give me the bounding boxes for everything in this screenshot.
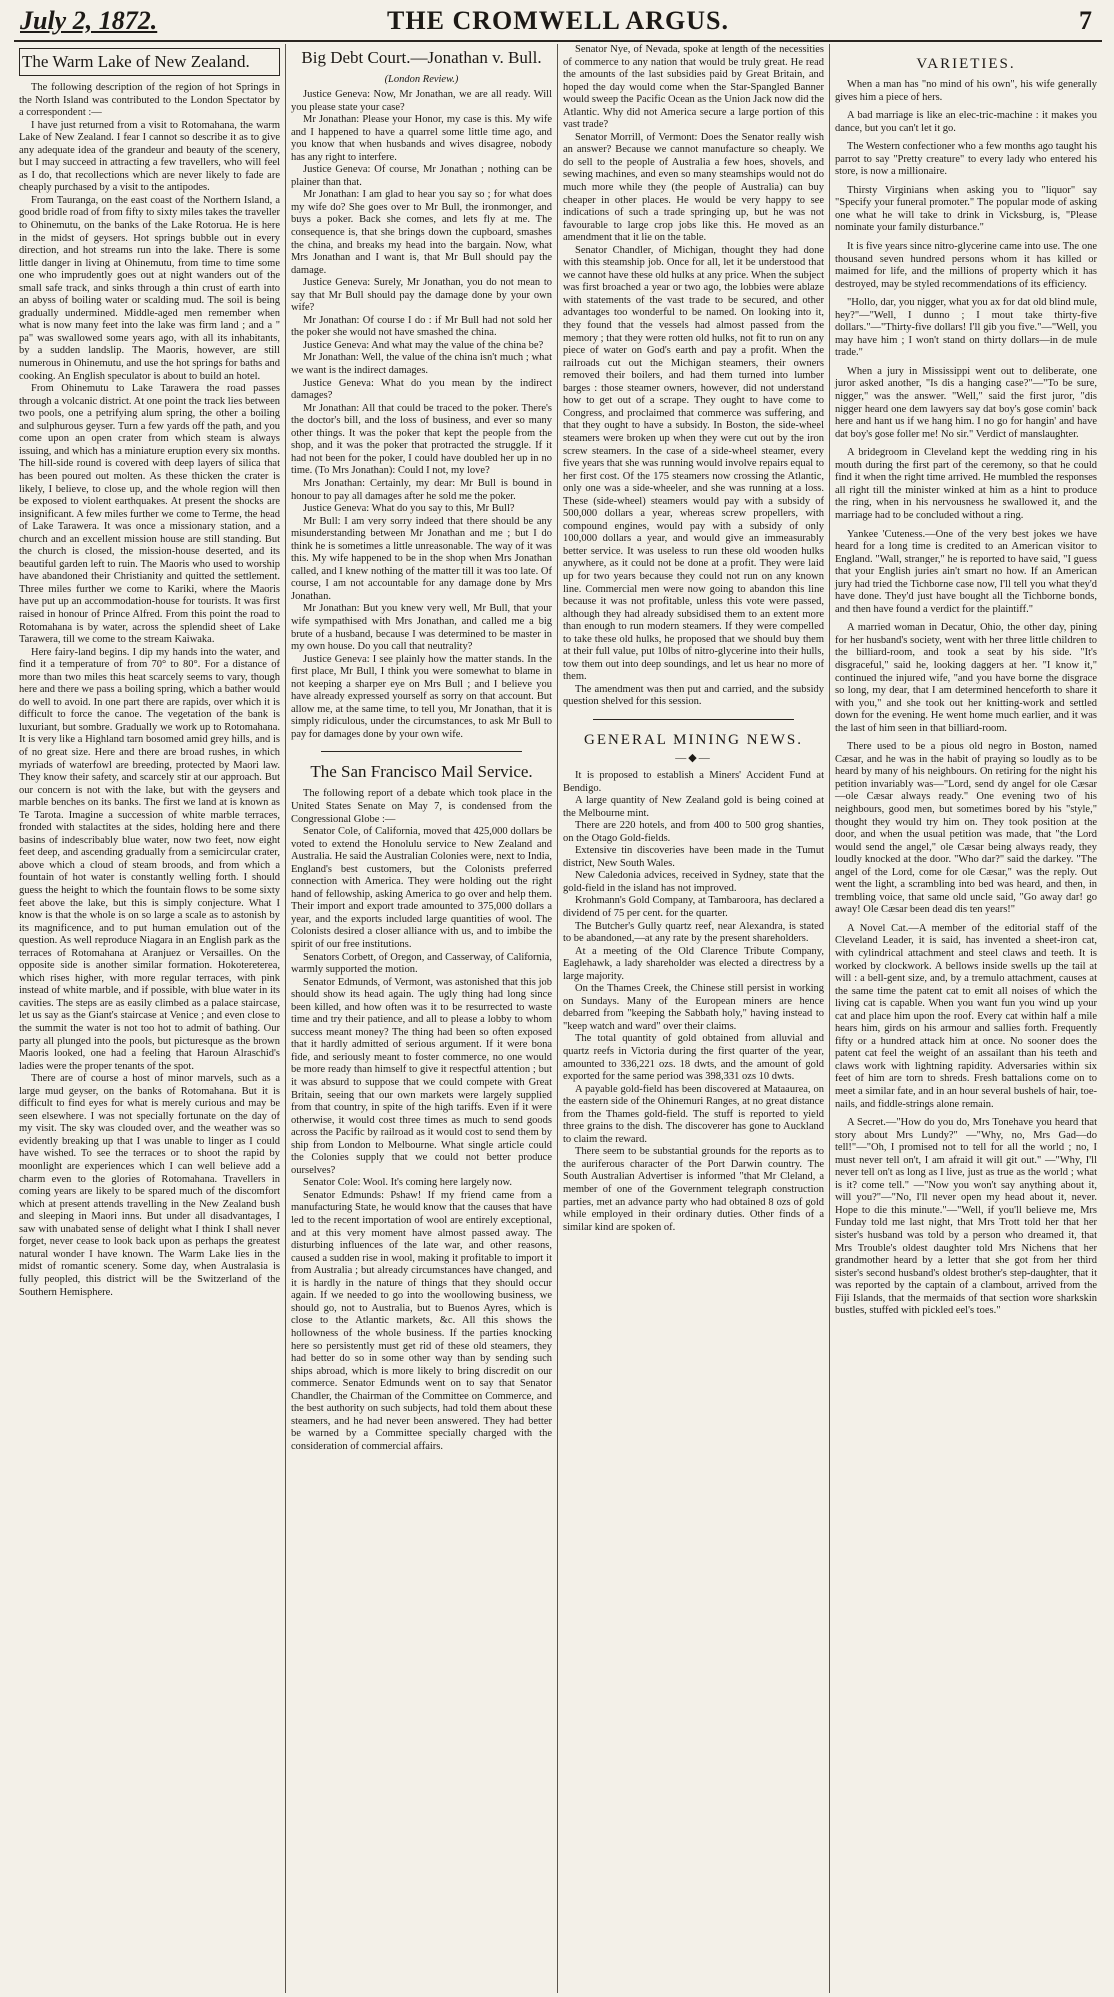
paragraph: Justice Geneva: Of course, Mr Jonathan ; nothing can be plainer than that. bbox=[291, 164, 552, 188]
article-big-debt bbox=[291, 89, 552, 741]
paragraph: Senator Chandler, of Michigan, thought they had done with this steamship job. Once for all, let it be understood that we cannot have these old hulks at any price. When the subject was first broached a year or two ago, the lobbies were ablaze with statements of the vast trade to be secured, and other advantages too wonderful to be named. On looking into it, they found that the vessels had almost passed from the memory ; that they were rotten old hulks, not fit to run on any piece of water on God's earth and pay a profit. When the railroads cut out the Michigan steamers, their owners removed their boilers, and had them turned into lumber barges : those steamer owners, however, did not understand how to get out of a scrape. They ought to have come to Congress, and proclaimed that commerce was suffering, and that they ought to have a subsidy. In Boston, the side-wheel steamers were broken up when they were cut out by the iron screw steamers. In the case of a side-wheel steamer, every five years that she was running would involve repairs equal to her first cost. Of the 175 steamers now crossing the Atlantic, only one was a side-wheeler, and she was running at a loss. These (side-wheel) steamers would pay with a subsidy of 500,000 dollars a year, whereas screw propellers, with compound engines, would pay with a subsidy of only 100,000 dollars a year, and would give an immeasurably better service. It was useless to run these old wooden hulks anywhere, as it could not be done at a profit. They were laid up for two years because they could not run on any known line. Commercial men were now going to abandon this line because it was not profitable, unless this vote were passed, although they had already subsidised them to an extent more than enough to run modern steamers. If they were compelled to take these old hulks, he proposed that we should buy them at their full value, put 10lbs of nitro-glycerine into their hulls, tow them out into deep soundings, and let us hear no more of them. bbox=[563, 244, 824, 683]
paragraph: Justice Geneva: And what may the value of the china be? bbox=[303, 339, 544, 351]
paragraph: It is five years since nitro-glycerine came into use. The one thousand seven hundred persons whom it has killed or maimed for life, and the millions of property which it has destroyed, may be styled recommendations of its efficiency. bbox=[835, 241, 1097, 290]
paragraph: At a meeting of the Old Clarence Tribute Company, Eaglehawk, a lady shareholder was elected a directress by a large majority. bbox=[563, 945, 824, 982]
paragraph: Justice Geneva: What do you mean by the indirect damages? bbox=[291, 377, 552, 402]
article-heading-varieties: VARIETIES. bbox=[916, 56, 1016, 72]
paragraph: A bridegroom in Cleveland kept the wedding ring in his mouth during the first part of the ceremony, so that he could find it when the right time arrived. He mumbled the responses all right till the minister winked at him as a hint to produce the ring, when in his nervousness he swallowed it, and the marriage had to be concluded without a ring. bbox=[835, 447, 1097, 521]
paragraph: Krohmann's Gold Company, at Tambaroora, has declared a dividend of 75 per cent. for the quarter. bbox=[563, 895, 824, 919]
paragraph: Mr Jonathan: Of course I do : if Mr Bull had not sold her the poker she would not have smashed the china. bbox=[291, 314, 552, 339]
paragraph: When a jury in Mississippi went out to deliberate, one juror asked another, "Is dis a hanging case?"—"To be sure, nigger," was the answer. "Well," said the first juror, "dis nigger heard one dem lawyers say dat boy's gose comin' back here and hant us if we hang him. I no go for hangin' and have dat boy's gose foller me! No sir." Verdict of manslaughter. bbox=[835, 365, 1097, 440]
paragraph: There are 220 hotels, and from 400 to 500 grog shanties, on the Otago Gold-fields. bbox=[563, 820, 824, 844]
article-sf-mail-continued bbox=[563, 44, 824, 709]
article-mining bbox=[563, 770, 824, 1234]
paragraph: A large quantity of New Zealand gold is being coined at the Melbourne mint. bbox=[563, 795, 824, 819]
paragraph: Senator Edmunds: Pshaw! If my friend came from a manufacturing State, he would know that the causes that have led to the recent importation of wool are entirely exceptional, and at this very moment have almost passed away. The disturbing influences of the late war, and other reasons, caused a sudden rise in wool, making it profitable to import it from Australia ; but already circumstances have changed, and it is hardly in the nature of things that they should occur again. If we needed to go into the woollowing business, we should go, not to Australia, but to Buenos Ayres, which is close to the Atlantic markets, &c. All this shows the hollowness of the whole business. If the parties knocking here so persistently must get rid of these old steamers, they had better do so in some other way than by sending such ships abroad, which is more likely to bring discredit on our commerce. Senator Edmunds went on to say that Senator Chandler, the Chairman of the Committee on Commerce, and the best authority on such subjects, had told them about these steamers, and he had never been answered. They had better be warned by a Committee specially charged with the consideration of commercial affairs. bbox=[291, 1189, 552, 1452]
paragraph: From Tauranga, on the east coast of the Northern Island, a good bridle road of from fifty to sixty miles takes the traveller to Ohinemutu, on the banks of the Lake Rotorua. He is here in the midst of geysers. Hot springs bubble out in every direction, and hot streams run into the lake. There is some little danger in living at Ohinemutu, from time to time some one who imprudently goes out at night wanders out of the small safe track, and sinks through a thin crust of earth into an abyss of boiling water or scalding mud. The soil is being gradually undermined. Middle-aged men remember when what is now many feet into the lake was firm land ; and a " pa" was swallowed some years ago, with all its inhabitants, by a sudden landslip. The Maoris, however, are still numerous in Ohinemutu, and use the hot springs for baths and cooking. An English speculator is about to build an hotel. bbox=[19, 194, 281, 382]
paragraph: Mr Bull: I am very sorry indeed that there should be any misunderstanding between Mr Jonathan and me ; but I do think he is sometimes a little unreasonable. The way of it was this. My wife happened to be in the shop when Mrs Jonathan called, and I knew nothing of the matter till it was too late. Of course, I am not accountable for any damage done by Mrs Jonathan. bbox=[291, 515, 552, 602]
paragraph: A payable gold-field has been discovered at Mataaurea, on the eastern side of the Ohinemuri Ranges, at no great distance from the Thames gold-field. The stuff is reported to yield three grains to the dish. The discoverer has gone to Auckland to claim the reward. bbox=[563, 1083, 824, 1145]
article-warm-lake bbox=[19, 82, 280, 1299]
column-2 bbox=[286, 44, 558, 1993]
paragraph: Yankee 'Cuteness.—One of the very best jokes we have heard for a long time is credited to an American visitor to England. "Wall, stranger," he is reported to have said, "I guess that your English juries ain't smart no how. If an American jury had tried the Tichborne case now, I'll tell you what they'd have done. They'd just have bought all the Tichborne bonds, and then have found a verdict for the plaintiff." bbox=[835, 528, 1097, 615]
paragraph: The Butcher's Gully quartz reef, near Alexandra, is stated to be abandoned,—at any rate by the present shareholders. bbox=[563, 920, 824, 945]
paragraph: Justice Geneva: What do you say to this, Mr Bull? bbox=[303, 503, 515, 515]
paragraph: Mr Jonathan: But you knew very well, Mr Bull, that your wife sympathised with Mrs Jonathan, and called me a big brute of a husband, because I was determined to be master in my own house. Do you call that neutrality? bbox=[291, 603, 552, 653]
masthead bbox=[14, 0, 1102, 42]
paragraph: From Ohinemutu to Lake Tarawera the road passes through a volcanic district. At one point the track lies between two pools, one a petrifying alum spring, the other a boiling and sulphurous geyser. Turn a few yards off the path, and you come upon an open crater from which steam is always issuing, and which has a miniature eruption every six months. The hill-side round is covered with deep layers of silica that has been poured out molten. As these thicken the crater is likely, I believe, to close up, and the whole region will then be exposed to violent earthquakes. At present the shocks are insignificant. A few miles further we come to Terme, the head of Lake Tarawera. It was once a missionary station, and a church and an excellent mission house are still standing. But the church is closed, the mission-house deserted, and its beautiful garden left to ruin. The Maoris who used to worship have abandoned their Christianity and quitted the settlement. Three miles further we come to Kariki, where the Maoris have put up an accommodation-house for tourists. It was first raised in honour of Prince Alfred. From this point the road to Rotomahana is by water, across the splendid sheet of Lake Tarawera, till we come to the stream Kaiwaka. bbox=[19, 383, 280, 646]
paragraph: A married woman in Decatur, Ohio, the other day, pining for her husband's society, went with her three little children to the billiard-room, and took a seat by his side. "It's disgraceful," said he, looking daggers at her. "I know it," continued the injured wife, "and you have borne the disgrace so long, my dear, that I am determined henceforth to share it with you," and she took out her knitting-work and settled down for the evening. He went home much earlier, and it was the last of him seen in that billiard-room. bbox=[835, 622, 1097, 734]
column-3 bbox=[558, 44, 830, 1993]
columns bbox=[14, 44, 1102, 1993]
paragraph: New Caledonia advices, received in Sydney, state that the gold-field in the island has not improved. bbox=[563, 870, 824, 894]
paragraph: Senator Edmunds, of Vermont, was astonished that this job should show its head again. The ugly thing had long since been killed, and how often was it to be resurrected to waste time and try their patience, and all to please a lobby to whom success meant money? The thing had been so often exposed that it hardly admitted of serious argument. If it were bona fide, and seriously meant to foster commerce, no one would be more ready than himself to give it respectful attention ; but it was absurd to suppose that we could compete with Great Britain, seeing that our own markets were largely supplied from that country, in spite of the high tariffs. Even if it were otherwise, it would cost three times as much to send goods across the Pacific by railroad as it would cost to send them by ship from London to Melbourne. What single article could the Colonies supply that we could not better produce ourselves? bbox=[291, 976, 552, 1176]
paragraph: The total quantity of gold obtained from alluvial and quartz reefs in Victoria during the first quarter of the year, amounted to 336,221 ozs. 18 dwts, and the amount of gold exported for the same period was 398,331 ozs 10 dwts. bbox=[563, 1033, 824, 1083]
paragraph: There seem to be substantial grounds for the reports as to the auriferous character of the Port Darwin country. The South Australian Advertiser is informed "that Mr Cleland, a member of one of the Government telegraph construction parties, met an advance party who had obtained 8 ozs of gold while employed in their ordinary duties. Other finds of a similar kind are spoken of. bbox=[563, 1146, 824, 1233]
article-byline: (London Review.) bbox=[384, 74, 459, 85]
paragraph: A Secret.—"How do you do, Mrs Tonehave you heard that story about Mrs Lundy?" —"Why, no, Mrs Gad—do tell!"—"Oh, I promised not to tell for all the world ; no, I must never tell on't, I am afraid it will git out." —"Why, I'll never tell on't as long as I live, just as true as the world ; what is it? come tell." —"Now you won't say anything about it, will you?"—"No, I'll never open my head about it, never. Hope to die this minute."—"Well, if you'll believe me, Mrs Funday told me last night, that Mrs Trott told her that her sister's husband was told by a person who dreamed it, that Mrs Trouble's oldest daughter told Mrs Nichens that her grandmother heard by a letter that she got from her third sister's second husband's oldest brother's step-daughter, that it was reported by the captain of a clambout, arrived from the Fiji Islands, that the mermaids of that section wore sharkskin bustles, stuffed with pickled eel's toes." bbox=[835, 1117, 1097, 1317]
article-sf-mail bbox=[291, 788, 552, 1453]
paragraph: Mr Jonathan: Please your Honor, my case is this. My wife and I happened to have a quarrel some little time ago, and you know that when husbands and wives disagree, nobody has any right to interfere. bbox=[291, 114, 552, 163]
ornament-divider: —◆— bbox=[675, 751, 712, 764]
paragraph: "Hollo, dar, you nigger, what you ax for dat old blind mule, hey?"—"Well, I dunno ; I mout take thirty-five dollars."—"Thirty-five dollars! I'll gib you five."—"Well, you may have him ; I won't stand on thirty dollars—in de mule trade." bbox=[835, 297, 1097, 359]
newspaper-title: THE CROMWELL ARGUS. bbox=[387, 6, 729, 35]
paragraph: There are of course a host of minor marvels, such as a large mud geyser, on the banks of Rotomahana. But it is difficult to find eyes for what is merely curious and may be seen elsewhere. I was not specially fortunate on the day of my visit. The sky was clouded over, and the weather was so evidently breaking up that I was unable to linger as I could have wished. To see the terraces or to shoot the rapid by moonlight are experiences which I can well believe add a charm even to the glories of Rotomahana. Travellers in coming years are likely to be spared much of the discomfort which at present attends travelling in the New Zealand bush and sleeping in Maori inns. But under all disadvantages, I saw with unabated sense of delight what I think I shall never forget, never cease to look back upon as perhaps the greatest natural wonder I have known. The Warm Lake lies in the midst of romantic scenery. Some day, when Australasia is fully peopled, this district will be the Switzerland of the Southern Hemisphere. bbox=[19, 1073, 280, 1298]
column-1 bbox=[14, 44, 286, 1993]
article-heading-sf-mail: The San Francisco Mail Service. bbox=[310, 762, 533, 782]
paragraph: Mr Jonathan: I am glad to hear you say so ; for what does my wife do? She goes over to Mr Bull, the ironmonger, and buys a poker. Back she comes, and lets fly at me. The consequence is, that she brings down the cupboard, smashes the china, and breaks my head into the bargain. Now, what Mrs Jonathan and I want is, that Mr Bull should pay the damage. bbox=[291, 189, 552, 276]
paragraph: A bad marriage is like an elec-tric-machine : it makes you dance, but you can't let it go. bbox=[835, 110, 1097, 134]
article-heading-mining: GENERAL MINING NEWS. bbox=[583, 731, 803, 748]
page-number: 7 bbox=[1079, 6, 1092, 35]
paragraph: The following description of the region of hot Springs in the North Island was contributed to the London Spectator by a correspondent :— bbox=[19, 82, 280, 119]
paragraph: Mrs Jonathan: Certainly, my dear: Mr Bull is bound in honour to pay all damages after he sold me the poker. bbox=[291, 477, 552, 502]
paragraph: On the Thames Creek, the Chinese still persist in working on Sundays. Many of the European miners are hence debarred from "keeping the Sabbath holy," having instead to "keep watch and ward" over their claims. bbox=[563, 983, 824, 1032]
paragraph: Extensive tin discoveries have been made in the Tumut district, New South Wales. bbox=[563, 845, 824, 869]
article-heading-big-debt: Big Debt Court.—Jonathan v. Bull. bbox=[301, 48, 542, 67]
paragraph: The following report of a debate which took place in the United States Senate on May 7, is condensed from the Congressional Globe :— bbox=[291, 788, 552, 825]
paragraph: Mr Jonathan: Well, the value of the china isn't much ; what we want is the indirect damages. bbox=[291, 352, 552, 377]
paragraph: Justice Geneva: Surely, Mr Jonathan, you do not mean to say that Mr Bull should pay the damage done by your own wife? bbox=[291, 277, 552, 314]
paragraph: Justice Geneva: Now, Mr Jonathan, we are all ready. Will you please state your case? bbox=[291, 89, 552, 113]
paragraph: Senator Cole, of California, moved that 425,000 dollars be voted to extend the Honolulu service to New Zealand and Australia. He said the Australian Colonies were, next to India, England's best customers, but the Colonists preferred connection with America. They were holding out the right hand of fellowship, asking America to go over and help them. Their import and export trade amounted to 375,000 dollars a year, and the exports included large quantities of wool. The Colonists desired a closer alliance with us, and to imbibe the spirit of our free institutions. bbox=[291, 826, 552, 950]
section-divider bbox=[593, 719, 794, 720]
section-divider bbox=[321, 751, 522, 752]
paragraph: It is proposed to establish a Miners' Accident Fund at Bendigo. bbox=[563, 769, 824, 794]
paragraph: Thirsty Virginians when asking you to "liquor" say "Specify your funeral promoter." The popular mode of asking one what he will take to drink in Vicksburg, is, "Please nominate your family disturbance." bbox=[835, 184, 1097, 234]
paragraph: Senators Corbett, of Oregon, and Casserway, of California, warmly supported the motion. bbox=[291, 951, 552, 976]
article-heading-warm-lake: The Warm Lake of New Zealand. bbox=[19, 48, 280, 76]
column-4 bbox=[830, 44, 1102, 1993]
article-varieties bbox=[835, 79, 1097, 1318]
paragraph: Senator Nye, of Nevada, spoke at length of the necessities of commerce to any nation that would be truly great. He read the amounts of the last subsidies paid by Great Britain, and hoped the day would come when the Star-Spangled Banner would sweep the Pacific Ocean as the Union Jack now did the Atlantic. Why did not America secure a large portion of this vast trade? bbox=[563, 44, 824, 131]
paragraph: Here fairy-land begins. I dip my hands into the water, and find it a temperature of from 70° to 80°. For a distance of more than two miles this heat scarcely seems to vary, though here and there we pass a boiling spring, which a bather would do well to avoid. In one part there are rapids, over which it is difficult to force the canoe. The vegetation of the bank is luxuriant, but sombre. Gradually we work up to Rotomahana. It is very like a Highland tarn bosomed amid grey hills, and is of no great size. Here and there are broad rushes, in which myriads of waterfowl are breeding, protected by Maori law. They know their safety, and scarcely stir at our approach. But our concern is not with the lake, but with the geysers and marble benches on its banks. The first we land at is known as Te Tarota. Imagine a succession of white marble terraces, fronded with stalactites at the sides, holding here and there basins of indescribably blue water, now two feet, now eight feet deep, and ascending gradually from a semicircular crater, above which a cloud of steam broods, and from which a fountain of hot water is constantly welling forth. I should guess the height to which the fountain flows to be some sixty feet above the lake, but this is simply conjecture. What I know is that the whole is on so large a scale as to astonish by its magnificence, and to put human emulation out of the question. As well reproduce Niagara in an English park as the terraces of Rotomahana at Aranjuez or Versailles. On the opposite side is another similar formation. Hokotereterea, which rises higher, with more regular terraces, with pink instead of white marble, and if possible, with blue water in its cavities. The steps are as easily climbed as a palace staircase, let us say as the Giant's staircase at Venice ; and even close to the summit the water is not too hot to admit of bathing. Our party all plunged into the pools, but picturesque as the brown Maoris looked, one had a feeling that Haroun Alraschid's ladies were the proper tenants of the spot. bbox=[19, 646, 280, 1072]
paragraph: There used to be a pious old negro in Boston, named Cæsar, and he was in the habit of praying so loudly as to be heard by many of his neighbours. On retiring for the night his petition invariably was—"Lord, send dy angel for ole Cæsar—ole Cæsar always ready." One evening two of his neighbours, good men, but sometimes bored by his "style," thought they would try him on. They took position at the door, and when the usual petition was made, that "the Lord would send the angel," ole Cæsar being always ready, they loudly knocked at the door. "Who dar?" said the darkey. "The angel of the Lord, come for ole Cæsar," was the reply. Out went the light, a scrambling into bed was heard, and then, in trembling voice, that same old uncle said, "Go away dar! go away! Ole Cæsar been dead dis ten years!" bbox=[835, 741, 1097, 916]
paragraph: Mr Jonathan: All that could be traced to the poker. There's the doctor's bill, and the loss of business, and ever so many other things. It was the poker that kept the people from the shop, and it was the poker that protracted the struggle. If it had not been for the poker, I could have doubled her up in no time. (To Mrs Jonathan): Could I not, my love? bbox=[291, 402, 552, 477]
paragraph: Senator Cole: Wool. It's coming here largely now. bbox=[303, 1177, 513, 1189]
paragraph: Senator Morrill, of Vermont: Does the Senator really wish an answer? Because we cannot manufacture so cheaply. We do sell to the people of Australia a few hoes, shovels, and sewing machines, and even so many steamships would not do much more while they (the people of Australia) can buy cheaper in other places. He would be very happy to see indications of such a trade springing up, but he was not favourable to large crop jobs like this. He moved as an amendment that it lie on the table. bbox=[563, 131, 824, 244]
paragraph: The Western confectioner who a few months ago taught his parrot to say "Pretty creature" to every lady who entered his store, is now a millionaire. bbox=[835, 141, 1097, 178]
paragraph: I have just returned from a visit to Rotomahana, the warm Lake of New Zealand. I fear I cannot so describe it as to give any adequate idea of the grandeur and beauty of the scenery, but I may succeed in attracting a few travellers, who will feel as I do, that recollections which are never likely to fade are cheaply purchased by a visit to the antipodes. bbox=[19, 119, 280, 194]
paragraph: The amendment was then put and carried, and the subsidy question shelved for this session. bbox=[563, 683, 824, 708]
issue-date: July 2, 1872. bbox=[20, 6, 158, 35]
paragraph: When a man has "no mind of his own", his wife generally gives him a piece of hers. bbox=[835, 79, 1097, 103]
paragraph: A Novel Cat.—A member of the editorial staff of the Cleveland Leader, it is said, has invented a sheet-iron cat, with cylindrical attachment and steel claws and teeth. It is worked by clockwork. A bellows inside swells up the tail at will : a bell-gent size, and, by a tremulo attachment, causes at the same time the patent cat to emit all noises of which the living cat is capable. When you want fun you wind up your cat and place him upon the roof. Every cat within half a mile hears him, girds on his armour and sallies forth. Frequently fifty or a hundred attack him at once. No sooner does the patent cat feel the weight of an assailant than his teeth and claws work with lightning rapidity. Adversaries within six feet of him are torn to shreds. Fresh battalions come on to meet a similar fate, and in an hour several bushels of hair, toe-nails, and fiddle-strings alone remain. bbox=[835, 922, 1097, 1110]
paragraph: Justice Geneva: I see plainly how the matter stands. In the first place, Mr Bull, I think you were somewhat to blame in not keeping a sharper eye on Mrs Bull ; and I believe you have already expressed yourself as sorry on that account. But allow me, at the same time, to tell you, Mr Jonathan, that it is simply ridiculous, under the circumstances, to ask Mr Bull to pay for damages done by your own wife. bbox=[291, 653, 552, 740]
